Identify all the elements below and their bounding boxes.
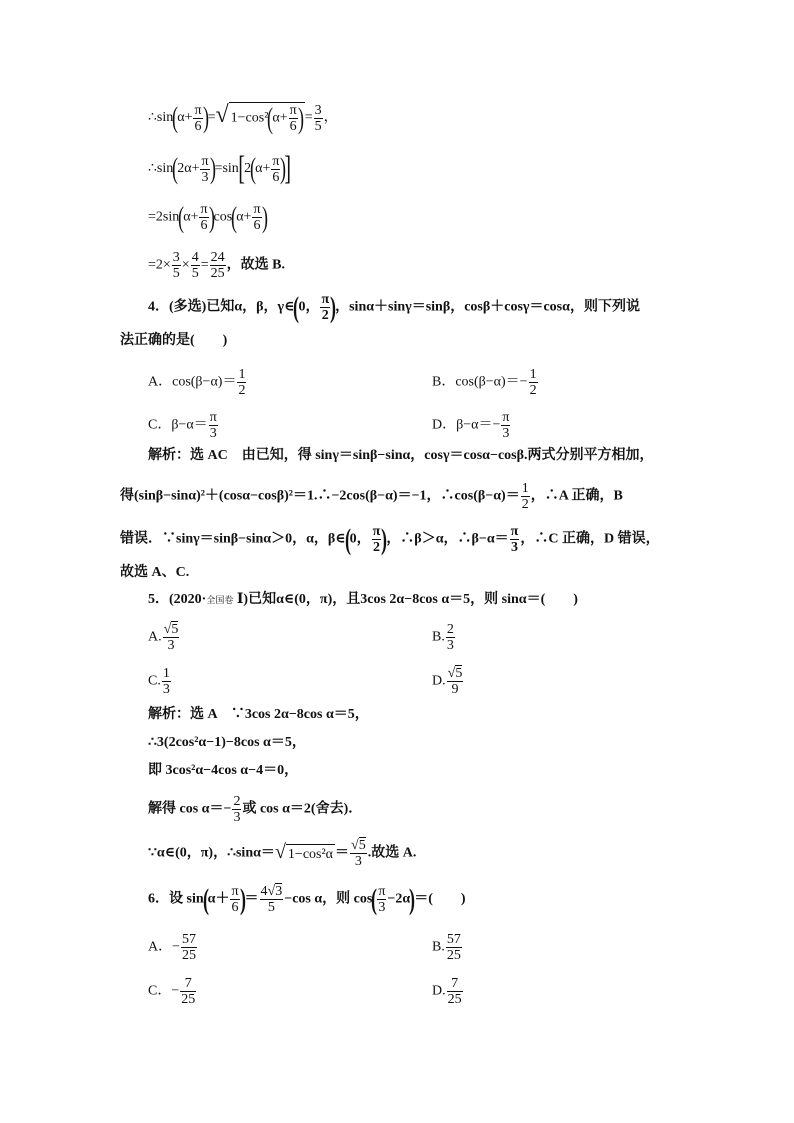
q5-option-c[interactable]: C. $\frac{1}{3}$	[148, 666, 170, 697]
fraction-pi-over-3: $\frac{\pi}{3}$	[201, 153, 209, 185]
q4-option-d[interactable]: D．β−α＝− $\frac{\pi}{3}$	[432, 410, 510, 441]
q4-stem-line-2: 法正确的是( )	[120, 333, 228, 348]
q5-solution-line-5: ∵α∈(0，π)，∴sinα＝√ 1−cos²α ＝ $\frac{√5}{3}$ .故选 A.	[148, 838, 417, 869]
q6-option-b[interactable]: B. $\frac{57}{25}$	[432, 932, 461, 963]
q4-solution-line-3: 错误．∵sinγ＝sinβ−sinα＞0，α，β∈(0， $\frac{\pi}{2}$ )，∴β＞α，∴β−α＝ $\frac{\pi}{3}$ ，∴C 正确，D 错误，	[120, 522, 660, 556]
q5-option-b[interactable]: B. $\frac{2}{3}$	[432, 622, 454, 653]
q6-stem: 6．设 sin(α＋ $\frac{\pi}{6}$ )＝ $\frac{4√3}{5}$ −cos α，则 cos( $\frac{\pi}{3}$ −2α)＝( )	[148, 882, 466, 916]
q5-solution-line-1: 解析：选 A ∵3cos 2α−8cos α＝5，	[148, 707, 369, 722]
q5-solution-line-2: ∴3(2cos²α−1)−8cos α＝5，	[148, 735, 306, 750]
q4-solution-line-4: 故选 A、C.	[120, 565, 190, 580]
q3-line-2: ∴sin(2α+ $\frac{\pi}{3}$ )=sin[2(α+ $\frac{\pi}{6}$ )]	[148, 150, 292, 187]
q4-option-b[interactable]: B．cos(β−α)＝− $\frac{1}{2}$	[432, 367, 537, 398]
fraction-pi-over-6: $\frac{\pi}{6}$	[194, 102, 202, 134]
q6-option-a[interactable]: A．− $\frac{57}{25}$	[148, 932, 197, 963]
q6-option-d[interactable]: D. $\frac{7}{25}$	[432, 976, 462, 1007]
q5-stem: 5．(2020·全国卷 Ⅰ)已知α∈(0，π)，且3cos 2α−8cos α＝5，则 sinα＝( )	[148, 592, 578, 607]
q4-option-c[interactable]: C．β−α＝ $\frac{\pi}{3}$	[148, 410, 217, 441]
q5-option-d[interactable]: D. $\frac{√5}{9}$	[432, 666, 463, 697]
sqrt-expression: √ 1−cos²(α+ $\frac{\pi}{6}$ )	[215, 101, 304, 135]
q5-option-a[interactable]: A. $\frac{√5}{3}$	[148, 622, 179, 653]
q4-solution-line-2: 得(sinβ−sinα)²＋(cosα−cosβ)²＝1.∴−2cos(β−α)＝−1，∴cos(β−α)＝ $\frac{1}{2}$ ，∴A 正确，B	[120, 481, 623, 512]
q3-line-4: =2× $\frac{3}{5}$ × $\frac{4}{5}$ = $\frac{24}{25}$ ，故选 B.	[148, 250, 285, 281]
q6-option-c[interactable]: C．− $\frac{7}{25}$	[148, 976, 196, 1007]
q5-solution-line-3: 即 3cos²α−4cos α−4＝0，	[148, 763, 299, 778]
q4-option-a[interactable]: A．cos(β−α)＝ $\frac{1}{2}$	[148, 367, 246, 398]
q4-stem-line-1: 4．(多选)已知α，β，γ∈(0， $\frac{\pi}{2}$ )，sinα＋sinγ＝sinβ，cosβ＋cosγ＝cosα，则下列说	[148, 290, 640, 324]
paren-left: (	[172, 101, 179, 134]
q4-solution-line-1: 解析：选 AC 由已知，得 sinγ＝sinβ−sinα，cosγ＝cosα−cosβ.两式分别平方相加，	[148, 448, 654, 463]
q5-solution-line-4: 解得 cos α＝− $\frac{2}{3}$ 或 cos α＝2(舍去)．	[148, 794, 363, 825]
fraction-3-over-5: $\frac{3}{5}$	[314, 102, 322, 134]
q3-line-3: =2sin(α+ $\frac{\pi}{6}$ )cos(α+ $\frac{\pi}{6}$ )	[148, 200, 268, 234]
q3-line-1: ∴sin(α+ $\frac{\pi}{6}$ )=√ 1−cos²(α+ $\frac{\pi}{6}$ )= $\frac{3}{5}$ ，	[148, 101, 338, 135]
